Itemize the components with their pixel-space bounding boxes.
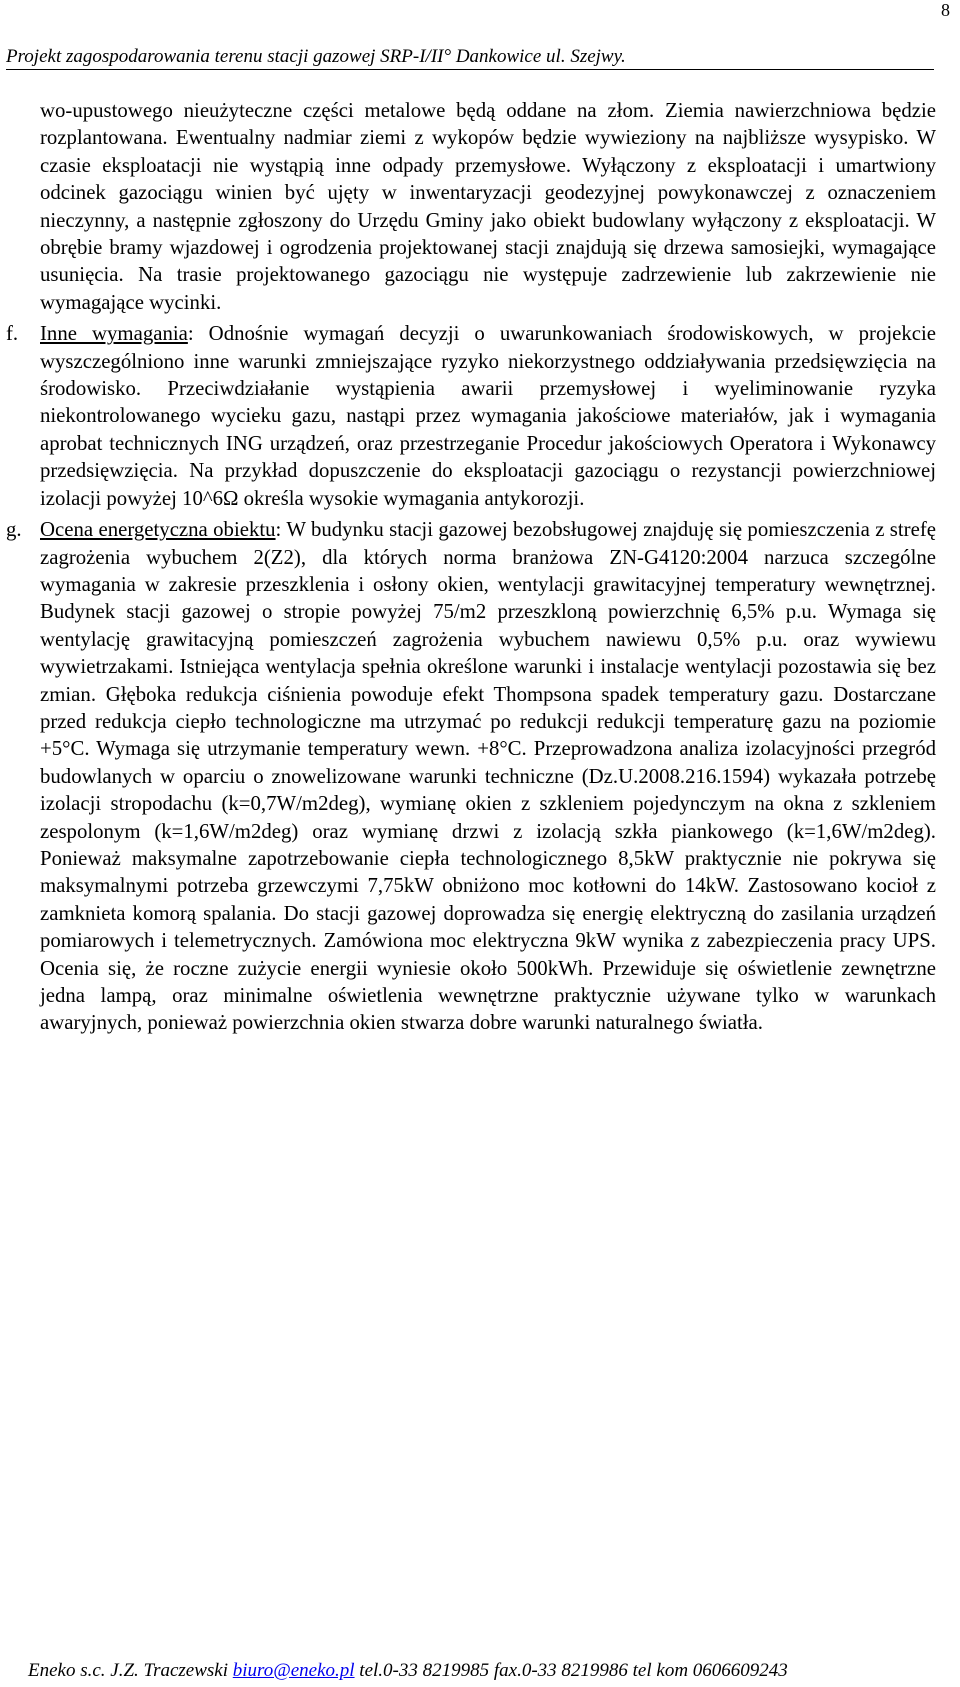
list-item-f	[6, 320, 936, 512]
list-marker-f: f.	[6, 322, 19, 346]
paragraph-continuation: wo-upustowego nieużyteczne części metalowe będą oddane na złom. Ziemia nawierzchniowa będzie rozplantowana. Ewentualny nadmiar ziemi z wykopów będzie wywieziony na najbliższe wysypisko. W czasie eksploatacji nie wystąpią inne odpady przemysłowe. Wyłączony z eksploatacji i umartwiony odcinek gazociągu winien być ujęty w inwentaryzacji geodezyjnej powykonawczej z oznaczeniem nieczynny, a następnie zgłoszony do Urzędu Gminy jako obiekt budowlany wyłączony z eksploatacji. W obrębie bramy wjazdowej i ogrodzenia projektowanej stacji znajdują się drzewa samosiejki, wymagające usunięcia. Na trasie projektowanego gazociągu nie występuje zadrzewienie lub zakrzewienie nie wymagające wycinki.	[40, 99, 936, 314]
list-marker-g: g.	[6, 518, 22, 542]
document-body	[6, 97, 936, 1037]
section-heading-inne-wymagania: Inne wymagania	[40, 322, 188, 346]
footer-contact: tel.0-33 8219985 fax.0-33 8219986 tel kom 0606609243	[354, 1660, 788, 1681]
section-text-inne-wymagania: : Odnośnie wymagań decyzji o uwarunkowaniach środowiskowych, w projekcie wyszczególniono inne warunki zmniejszające ryzyko niekorzystnego oddziaływania przedsięwzięcia na środowisko. Przeciwdziałanie wystąpienia awarii przemysłowej i wyeliminowanie ryzyka niekontrolowanego wycieku gazu, nastąpi przez wymagania jakościowe materiałów, jak i wymagania aprobat technicznych ING urządzeń, oraz przestrzeganie Procedur jakościowych Operatora i Wykonawcy przedsięwzięcia. Na przykład dopuszczenie do eksploatacji gazociągu o rezystancji powierzchniowej izolacji powyżej 10^6Ω określa wysokie wymagania antykorozji.	[40, 322, 936, 510]
list-item-g	[6, 516, 936, 1037]
section-text-ocena-energetyczna: : W budynku stacji gazowej bezobsługowej znajduję się pomieszczenia z strefę zagrożenia wybuchem 2(Z2), dla których norma branżowa ZN-G4120:2004 narzuca szczególne wymagania w zakresie przeszklenia i osłony okien, wentylacji grawitacyjnej temperatury wewnętrznej. Budynek stacji gazowej o stropie powyżej 75/m2 przeszkloną powierzchnię 6,5% p.u. Wymaga się wentylację grawitacyjną pomieszczeń zagrożenia wybuchem nawiewu 0,5% p.u. oraz wywiewu wywietrzakami. Istniejąca wentylacja spełnia określone warunki i instalacje wentylacji pozostawia się bez zmian. Głęboka redukcja ciśnienia powoduje efekt Thompsona spadek temperatury gazu. Dostarczane przed redukcja ciepło technologiczne ma utrzymać po redukcji redukcji temperaturę gazu na poziomie +5°C. Wymaga się utrzymanie temperatury wewn. +8°C. Przeprowadzona analiza izolacyjności przegród budowlanych w oparciu o znowelizowane warunki techniczne (Dz.U.2008.216.1594) wykazała potrzebę izolacji stropodachu (k=0,7W/m2deg), wymianę okien z szkleniem pojedynczym na okna z szkleniem zespolonym (k=1,6W/m2deg) oraz wymianę drzwi z izolacją szkła piankowego (k=1,6W/m2deg). Ponieważ maksymalne zapotrzebowanie ciepła technologicznego 8,5kW praktycznie nie pokrywa się maksymalnymi potrzeba grzewczymi 7,75kW obniżono moc kotłowni do 14kW. Zastosowano kocioł z zamknieta komorą spalania. Do stacji gazowej doprowadza się energię elektryczną do zasilania urządzeń pomiarowych i telemetrycznych. Zamówiona moc elektryczna 9kW wynika z zabezpieczenia pracy UPS. Ocenia się, że roczne zużycie energii wyniesie około 500kWh. Przewiduje się oświetlenie zewnętrzne jedna lampą, oraz minimalne oświetlenia wewnętrzne praktycznie używane tylko w warunkach awaryjnych, ponieważ powierzchnia okien stwarza dobre warunki naturalnego światła.	[40, 518, 936, 1035]
page-number: 8	[941, 0, 950, 20]
section-heading-ocena-energetyczna: Ocena energetyczna obiektu	[40, 518, 276, 542]
page-footer	[28, 1660, 940, 1682]
footer-email-link[interactable]: biuro@eneko.pl	[232, 1660, 355, 1681]
header-title: Projekt zagospodarowania terenu stacji gazowej SRP-I/II° Dankowice ul. Szejwy.	[6, 46, 934, 70]
footer-company: Eneko s.c. J.Z. Traczewski	[28, 1660, 233, 1681]
